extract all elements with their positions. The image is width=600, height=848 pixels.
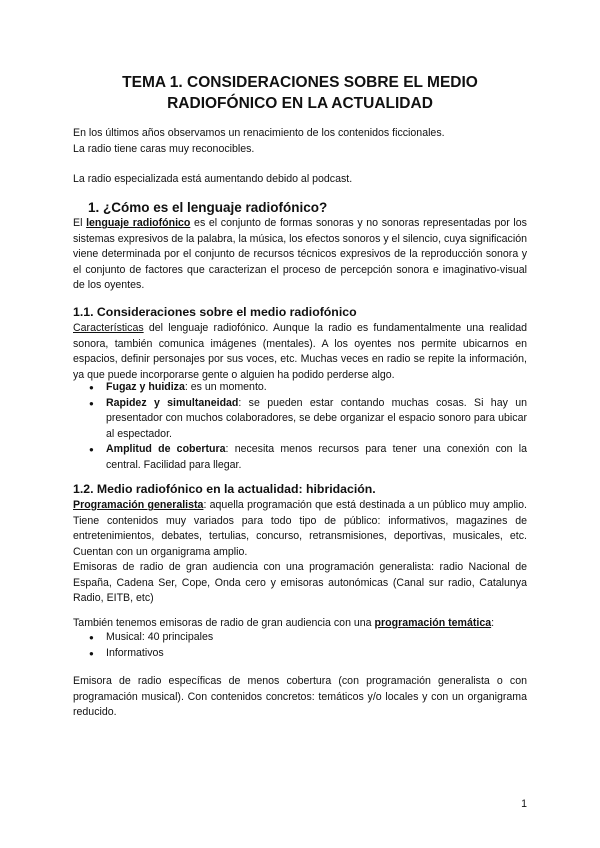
term-programacion-tematica: programación temática <box>374 617 492 629</box>
term-programacion-generalista: Programación generalista <box>73 499 204 511</box>
section-1-2-para2: Emisoras de radio de gran audiencia con una programación generalista: radio Nacional de España, Cadena Ser, Cope, Onda cero y emisoras autonómicas (Canal sur radio, Catalunya Radio, EITB, etc) <box>73 561 527 605</box>
para3-post: : <box>491 617 495 629</box>
section-1-1-paragraph <box>73 321 527 383</box>
bullet-term: Fugaz y huidiza <box>106 381 185 393</box>
bullet-text: : se pueden estar contando muchas cosas. Si hay un presentador con muchos colaboradores, se debe organizar el espacio sonoro para ubicar al espectador. <box>106 396 528 440</box>
bullet-term: Amplitud de cobertura <box>106 443 226 456</box>
list-item <box>89 442 527 473</box>
section-1-1-text: del lenguaje radiofónico. Aunque la radio es fundamentalmente una realidad sonora, también comunica imágenes (mentales). A los oyentes nos permite ubicarnos en espacios, definir personajes por sus voces, etc. Muchas veces en radio se repite la información, ya que puede incorporarse gente o alguien ha podido perderse algo. <box>73 322 527 381</box>
section-1-2-text: : aquella programación que está destinada a un público muy amplio. Tiene contenidos muy variados para todo tipo de público: informativos, magazines de entretenimientos, debates, tertulias, concurso, retransmisiones, deportivas, musicales, etc. Cuentan con un organigrama amplio. <box>73 499 527 558</box>
list-item <box>89 380 527 396</box>
section-1-2-heading: 1.2. Medio radiofónico en la actualidad: hibridación. <box>73 482 376 496</box>
term-lenguaje-radiofonico: lenguaje radiofónico <box>86 217 191 229</box>
section-1-2-paragraph <box>73 498 527 560</box>
intro-line-3: La radio especializada está aumentando debido al podcast. <box>73 173 353 185</box>
section-1-text: es el conjunto de formas sonoras y no sonoras representadas por los sistemas expresivos de la palabra, la música, los efectos sonoros y el silencio, cuya significación viene determinada por el conjunto de recursos técnicos expresivos de la reproducción sonora y el conjunto de factores que caracterizan el proceso de percepción sonora e imaginativo-visual de los oyentes. <box>73 217 527 292</box>
list-item: ● Musical: 40 principales <box>89 630 527 646</box>
intro-line-2: La radio tiene caras muy reconocibles. <box>73 142 255 155</box>
section-1-2-para4: Emisora de radio específicas de menos cobertura (con programación generalista o con programación musical). Con contenidos concretos: temáticos y/o locales y con un organigrama reducido. <box>73 675 527 719</box>
title-line-1: TEMA 1. CONSIDERACIONES SOBRE EL MEDIO <box>122 74 478 91</box>
section-1-pre: El <box>73 217 87 229</box>
bullet-text: : es un momento. <box>184 381 267 393</box>
section-1-1-bullets <box>73 380 527 474</box>
section-1-paragraph <box>73 216 527 294</box>
section-1-1-heading: 1.1. Consideraciones sobre el medio radiofónico <box>73 305 357 319</box>
section-1-heading: 1. ¿Cómo es el lenguaje radiofónico? <box>88 200 328 215</box>
page-title <box>0 72 600 114</box>
list-item <box>89 396 527 443</box>
page-number: 1 <box>521 798 527 810</box>
intro-block <box>73 126 527 157</box>
bullet-text: : necesita menos recursos para tener una conexión con la central. Facilidad para llegar. <box>106 443 527 471</box>
list-item: ● Informativos <box>89 646 527 662</box>
para3-pre: También tenemos emisoras de radio de gran audiencia con una <box>73 617 375 629</box>
bullet-term: Rapidez y simultaneidad <box>106 396 239 409</box>
term-caracteristicas: Características <box>73 322 144 334</box>
title-line-2: RADIOFÓNICO EN LA ACTUALIDAD <box>167 95 433 112</box>
section-1-2-bullets <box>73 630 527 661</box>
intro-line-1: En los últimos años observamos un renacimiento de los contenidos ficcionales. <box>73 127 445 139</box>
